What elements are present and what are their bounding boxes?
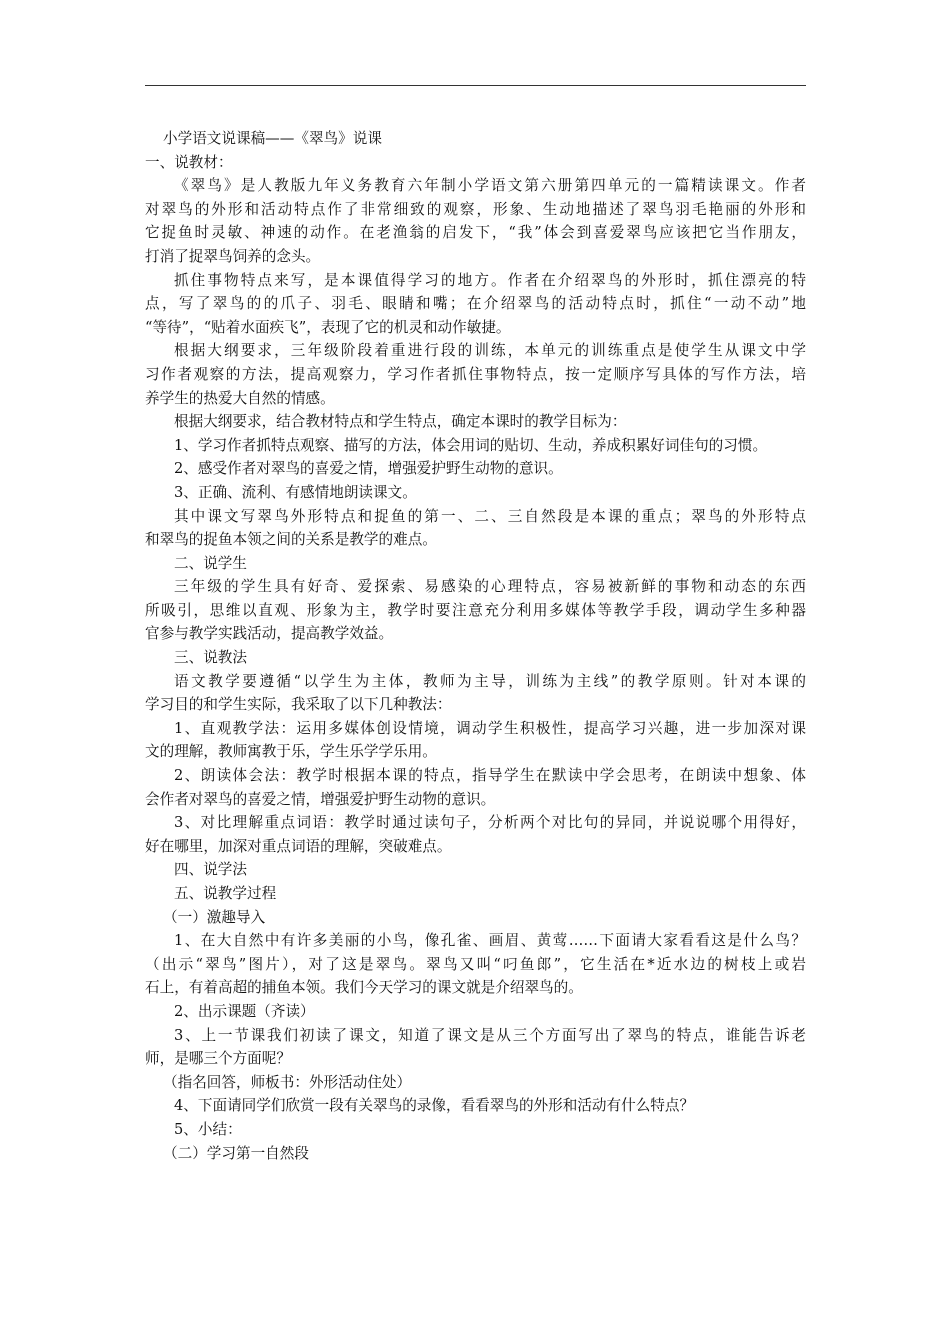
text-line: 1、直观教学法：运用多媒体创设情境，调动学生积极性，提高学习兴趣，进一步加深对课 [174,719,806,737]
text-line: 文的理解，教师寓教于乐，学生乐学学乐用。 [145,743,437,761]
text-line: 三、说教法 [174,649,247,667]
text-line: 官参与教学实践活动，提高教学效益。 [145,625,394,643]
text-line: 3、对比理解重点词语：教学时通过读句子，分析两个对比句的异同，并说说哪个用得好， [174,814,806,832]
text-line: 抓住事物特点来写，是本课值得学习的地方。作者在介绍翠鸟的外形时，抓住漂亮的特 [174,271,806,289]
text-line: 四、说学法 [174,861,247,879]
text-line: 二、说学生 [174,554,247,572]
text-line: 1、学习作者抓特点观察、描写的方法，体会用词的贴切、生动，养成积累好词佳句的习惯。 [174,436,768,454]
text-line: 点，写了翠鸟的的爪子、羽毛、眼睛和嘴；在介绍翠鸟的活动特点时，抓住“一动不动”地 [145,295,806,313]
text-line: （一）激趣导入 [163,908,266,926]
text-line: 语文教学要遵循“以学生为主体，教师为主导，训练为主线”的教学原则。针对本课的 [174,672,806,690]
text-line: 一、说教材： [145,153,233,171]
text-line: 其中课文写翠鸟外形特点和捉鱼的第一、二、三自然段是本课的重点；翠鸟的外形特点 [174,507,806,525]
text-line: 石上，有着高超的捕鱼本领。我们今天学习的课文就是介绍翠鸟的。 [145,979,583,997]
text-line: （指名回答，师板书：外形活动住处） [163,1073,412,1091]
text-line: 3、上一节课我们初读了课文，知道了课文是从三个方面写出了翠鸟的特点，谁能告诉老 [174,1026,806,1044]
text-line: 1、在大自然中有许多美丽的小鸟，像孔雀、画眉、黄莺……下面请大家看看这是什么鸟？ [174,932,806,950]
document-body [145,127,806,1165]
text-line: 学习目的和学生实际，我采取了以下几种教法： [145,696,452,714]
text-line: 师，是哪三个方面呢？ [145,1050,291,1068]
text-line: 2、朗读体会法：教学时根据本课的特点，指导学生在默读中学会思考，在朗读中想象、体 [174,767,806,785]
text-line: 对翠鸟的外形和活动特点作了非常细致的观察，形象、生动地描述了翠鸟羽毛艳丽的外形和 [145,200,806,218]
text-line: 所吸引，思维以直观、形象为主，教学时要注意充分利用多媒体等教学手段，调动学生多种器 [145,601,806,619]
text-line: “等待”，“贴着水面疾飞”，表现了它的机灵和动作敏捷。 [145,318,511,336]
document-title: 小学语文说课稿——《翠鸟》说课 [163,130,382,147]
text-line: 打消了捉翠鸟饲养的念头。 [145,247,321,265]
text-line: 《翠鸟》是人教版九年义务教育六年制小学语文第六册第四单元的一篇精读课文。作者 [174,177,806,195]
text-line: （出示“翠鸟”图片），对了这是翠鸟。翠鸟又叫“叼鱼郎”，它生活在*近水边的树枝上或岩 [145,955,806,973]
text-line: 2、出示课题（齐读） [174,1002,315,1020]
text-line: 三年级的学生具有好奇、爱探索、易感染的心理特点，容易被新鲜的事物和动态的东西 [174,578,806,596]
text-line: 根据大纲要求，三年级阶段着重进行段的训练，本单元的训练重点是使学生从课文中学 [174,342,806,360]
text-line: 会作者对翠鸟的喜爱之情，增强爱护野生动物的意识。 [145,790,496,808]
text-line: 好在哪里，加深对重点词语的理解，突破难点。 [145,837,452,855]
text-line: 和翠鸟的捉鱼本领之间的关系是教学的难点。 [145,531,437,549]
text-line: 2、感受作者对翠鸟的喜爱之情，增强爱护野生动物的意识。 [174,460,563,478]
text-line: 5、小结： [174,1120,242,1138]
text-line: 五、说教学过程 [174,885,277,902]
text-line: 根据大纲要求，结合教材特点和学生特点，确定本课时的教学目标为： [174,413,627,431]
text-line: （二）学习第一自然段 [163,1144,309,1162]
text-line: 养学生的热爱大自然的情感。 [145,389,335,407]
text-line: 它捉鱼时灵敏、神速的动作。在老渔翁的启发下，“我”体会到喜爱翠鸟应该把它当作朋友， [145,224,806,242]
header-rule [145,85,806,86]
text-line: 4、下面请同学们欣赏一段有关翠鸟的录像，看看翠鸟的外形和活动有什么特点？ [174,1097,695,1115]
text-line: 习作者观察的方法，提高观察力，学习作者抓住事物特点，按一定顺序写具体的写作方法，培 [145,365,806,383]
text-line: 3、正确、流利、有感情地朗读课文。 [174,483,417,501]
